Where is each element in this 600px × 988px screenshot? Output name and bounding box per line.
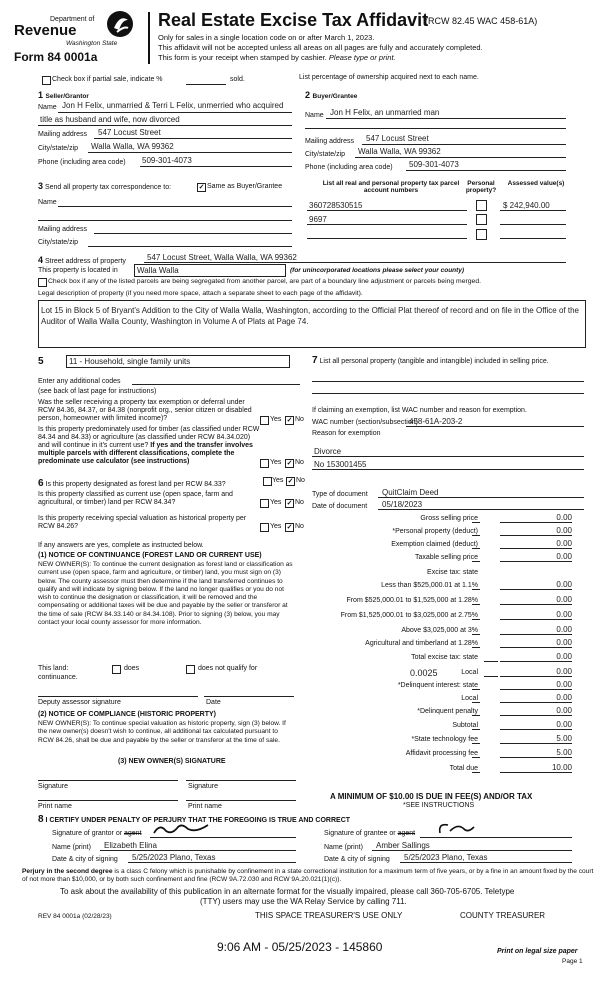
tax-row-label: Above $3,025,000 at 3% bbox=[401, 627, 478, 634]
q-timber: Is this property predominately used for timber (as classified under RCW 84.34 and 84.33) or agriculture (as classified under RCW 84.34.020) and will continue in it's current use? If yes and the transfer involves multiple parcels with different classifications, complete the predominate use calculator (see instructions) bbox=[38, 426, 260, 465]
tax-row-value[interactable]: 0.00 bbox=[556, 667, 572, 676]
partial-sale-checkbox[interactable] bbox=[42, 76, 51, 85]
compliance-heading: (2) NOTICE OF COMPLIANCE (HISTORIC PROPERTY) bbox=[38, 711, 216, 718]
owner-sig-label-2: Signature bbox=[188, 783, 218, 790]
tax-row-label: Local bbox=[461, 669, 478, 676]
seller-section: 1 Seller/Grantor bbox=[38, 90, 89, 100]
state-name: Washington State bbox=[66, 40, 118, 47]
deputy-date-label: Date bbox=[206, 699, 221, 706]
reason-line1[interactable]: Divorce bbox=[314, 447, 342, 456]
grantor-name-label: Name (print) bbox=[52, 844, 91, 851]
revision: REV 84 0001a (02/28/23) bbox=[38, 913, 112, 920]
tax-row-value[interactable]: 0.00 bbox=[556, 595, 572, 604]
parcel-2[interactable]: 9697 bbox=[309, 215, 327, 224]
exempt-label: If claiming an exemption, list WAC number and reason for exemption. bbox=[312, 407, 527, 414]
deputy-sig-label: Deputy assessor signature bbox=[38, 699, 121, 706]
grantor-date[interactable]: 5/25/2023 Plano, Texas bbox=[132, 853, 216, 862]
tax-row-label: Affidavit processing fee bbox=[405, 750, 478, 757]
buyer-mailing-label: Mailing address bbox=[305, 138, 355, 145]
parcel-col-header: List all real and personal property tax parcel account numbers bbox=[322, 180, 460, 194]
buyer-name[interactable]: Jon H Felix, an unmarried man bbox=[330, 108, 440, 117]
tax-row-value[interactable]: 0.00 bbox=[556, 706, 572, 715]
tax-row-label: From $1,525,000.01 to $3,025,000 at 2.75% bbox=[340, 612, 478, 619]
legal-label: Legal description of property (if you need more space, attach a separate sheet to each page of the affidavit). bbox=[38, 290, 363, 297]
q6-1-yes-checkbox[interactable] bbox=[263, 477, 272, 486]
q-historic: Is this property receiving special valuation as historical property per RCW 84.26? bbox=[38, 515, 247, 530]
seller-name-line2[interactable]: title as husband and wife, now divorced bbox=[40, 115, 180, 124]
tax-row-value[interactable]: 0.00 bbox=[556, 680, 572, 689]
land-does-checkbox[interactable] bbox=[112, 665, 121, 674]
located-label: This property is located in bbox=[38, 267, 118, 274]
q-exemption: Was the seller receiving a property tax exemption or deferral under RCW 84.36, 84.37, or 84.38 (nonprofit org., senior citizen or disabled person, homeowner with limited income)? bbox=[38, 399, 252, 422]
tax-row-value[interactable]: 0.00 bbox=[556, 580, 572, 589]
land-does-label: does bbox=[124, 665, 140, 672]
buyer-name-label: Name bbox=[305, 112, 324, 119]
tax-row-label: Agricultural and timberland at 1.28% bbox=[365, 640, 478, 647]
doc-date[interactable]: 05/18/2023 bbox=[382, 500, 423, 509]
personal-checkbox-3[interactable] bbox=[476, 229, 487, 240]
q2-yes-checkbox[interactable] bbox=[260, 459, 269, 468]
q6-1-no-checkbox[interactable]: ✓ bbox=[287, 478, 294, 485]
q1-no-checkbox[interactable]: ✓ bbox=[286, 417, 293, 424]
grantor-date-label: Date & city of signing bbox=[52, 856, 118, 863]
county-treasurer: COUNTY TREASURER bbox=[460, 911, 546, 920]
q-current-use: Is this property classified as current use (open space, farm and agricultural, or timber) land per RCW 84.34? bbox=[38, 491, 233, 506]
dept-name: Revenue bbox=[14, 22, 77, 39]
q6-1-no-label: No bbox=[296, 477, 305, 484]
s3-name-label: Name bbox=[38, 199, 57, 206]
segregated-label: Check box if any of the listed parcels are being segregated from another parcel, are part of a boundary line adjustment or parcels being merged. bbox=[48, 278, 481, 285]
tax-row-label: *Delinquent penalty bbox=[417, 708, 478, 715]
same-as-buyer-label: Same as Buyer/Grantee bbox=[207, 183, 283, 190]
legal-description: Lot 15 in Block 5 of Bryant's Addition to the City of Walla Walla, Washington, according to the Official Plat thereof of record and on file in the Office of the Auditor of Walla Walla County, Washington in Volume A of Plats at Page 74. bbox=[41, 306, 579, 326]
seller-city[interactable]: Walla Walla, WA 99362 bbox=[91, 142, 174, 151]
section5-num: 5 bbox=[38, 356, 44, 367]
tax-row-label: Less than $525,000.01 at 1.1% bbox=[381, 582, 478, 589]
same-as-buyer-checkbox[interactable]: ✓ bbox=[198, 184, 205, 191]
owner-sig-label-1: Signature bbox=[38, 783, 68, 790]
section3-label: 3 Send all property tax correspondence to: bbox=[38, 181, 172, 191]
this-land-label: This land: bbox=[38, 665, 69, 672]
seller-mailing[interactable]: 547 Locust Street bbox=[98, 128, 161, 137]
form-title: Real Estate Excise Tax Affidavit bbox=[158, 10, 429, 30]
form-rcw: (RCW 82.45 WAC 458-61A) bbox=[425, 16, 538, 26]
seller-city-label: City/state/zip bbox=[38, 145, 79, 152]
continuance-word: continuance. bbox=[38, 674, 78, 681]
located-note: (for unincorporated locations please select your county) bbox=[290, 267, 465, 274]
tax-row-label: Gross selling price bbox=[420, 515, 478, 522]
certify-heading: 8 I CERTIFY UNDER PENALTY OF PERJURY THAT THE FOREGOING IS TRUE AND CORRECT bbox=[38, 814, 351, 825]
q2-no-checkbox[interactable]: ✓ bbox=[286, 460, 293, 467]
street-address[interactable]: 547 Locust Street, Walla Walla, WA 99362 bbox=[147, 253, 297, 262]
dor-logo-icon bbox=[106, 10, 134, 38]
q6-3-no-checkbox[interactable]: ✓ bbox=[286, 524, 293, 531]
tax-row-value[interactable]: 0.00 bbox=[556, 625, 572, 634]
header-line3: This form is your receipt when stamped by cashier. Please type or print. bbox=[158, 53, 396, 62]
tax-row-value[interactable]: 0.00 bbox=[556, 526, 572, 535]
q6-1-yes-label: Yes bbox=[272, 477, 284, 484]
owner-print-label-1: Print name bbox=[38, 803, 72, 810]
tax-row-value[interactable]: 0.00 bbox=[556, 552, 572, 561]
treasurer-only: THIS SPACE TREASURER'S USE ONLY bbox=[255, 911, 403, 920]
tax-row-label: Total excise tax: state bbox=[411, 654, 478, 661]
buyer-section: 2 Buyer/Grantee bbox=[305, 90, 358, 100]
seller-name-label: Name bbox=[38, 104, 57, 111]
ownership-note: List percentage of ownership acquired next to each name. bbox=[299, 74, 479, 81]
assessed-1[interactable]: $ 242,940.00 bbox=[503, 201, 550, 210]
personal-col-header: Personal property? bbox=[465, 180, 497, 194]
legal-size-note: Print on legal size paper bbox=[497, 948, 578, 955]
tax-row-label: Subtotal bbox=[452, 722, 478, 729]
tax-row-label: From $525,000.01 to $1,525,000 at 1.28% bbox=[346, 597, 478, 604]
tax-row-value[interactable]: 0.00 bbox=[556, 513, 572, 522]
perjury-statement: Perjury in the second degree is a class C felony which is punishable by confinement in a state correctional institution for a maximum term of five years, or by a fine in an amount fixed by the court of not more than $10,000, or by both such confinement and fine (RCW 9A.72.030 and RCW 9A.20.021(1)(c)). bbox=[22, 868, 594, 883]
local-tax-rate: 0.0025 bbox=[410, 668, 438, 678]
q-forest: 6 Is this property designated as forest land per RCW 84.33? bbox=[38, 478, 226, 489]
grantee-sig-label: Signature of grantee or agent bbox=[324, 830, 416, 837]
seller-phone-label: Phone (including area code) bbox=[38, 159, 126, 166]
s3-mailing-label: Mailing address bbox=[38, 226, 88, 233]
partial-sale-label: Check box if partial sale, indicate % bbox=[52, 76, 163, 83]
q6-2-no-label: No bbox=[295, 499, 304, 506]
tax-row-value[interactable]: 0.00 bbox=[556, 693, 572, 702]
q6-3-no-label: No bbox=[295, 523, 304, 530]
q6-3-yes-checkbox[interactable] bbox=[260, 523, 269, 532]
seller-mailing-label: Mailing address bbox=[38, 131, 88, 138]
grantee-name[interactable]: Amber Sallings bbox=[376, 841, 430, 850]
form-number: Form 84 0001a bbox=[14, 50, 98, 64]
q2-no-label: No bbox=[295, 459, 304, 466]
tax-row-label: Local bbox=[461, 695, 478, 702]
buyer-city[interactable]: Walla Walla, WA 99362 bbox=[358, 147, 441, 156]
located-select[interactable]: Walla Walla bbox=[134, 264, 286, 277]
dept-line: Department of bbox=[50, 16, 95, 23]
s6-instruction: If any answers are yes, complete as instructed below. bbox=[38, 542, 204, 549]
grantee-date-label: Date & city of signing bbox=[324, 856, 390, 863]
q6-2-yes-checkbox[interactable] bbox=[260, 499, 269, 508]
buyer-phone[interactable]: 509-301-4073 bbox=[409, 160, 459, 169]
buyer-phone-label: Phone (including area code) bbox=[305, 164, 393, 171]
grantor-sig-label: Signature of grantor or agent bbox=[52, 830, 142, 837]
new-owner-sig-heading: (3) NEW OWNER(S) SIGNATURE bbox=[118, 758, 226, 765]
use-code-select[interactable]: 11 - Household, single family units bbox=[66, 355, 290, 368]
q6-2-no-checkbox[interactable]: ✓ bbox=[286, 500, 293, 507]
tax-row-value[interactable]: 0.00 bbox=[556, 610, 572, 619]
tax-row-value[interactable]: 5.00 bbox=[556, 734, 572, 743]
minimum-due-note: A MINIMUM OF $10.00 IS DUE IN FEE(S) AND/OR TAX bbox=[330, 792, 533, 801]
tax-row-label: *Personal property (deduct) bbox=[392, 528, 478, 535]
tax-row-value[interactable]: 0.00 bbox=[556, 720, 572, 729]
see-instructions: *SEE INSTRUCTIONS bbox=[403, 802, 475, 809]
q6-2-yes-label: Yes bbox=[270, 499, 282, 506]
land-does-not-label: does not qualify for bbox=[198, 665, 258, 672]
grantee-name-label: Name (print) bbox=[324, 844, 363, 851]
tax-row-label: Total due bbox=[449, 765, 478, 772]
compliance-text: NEW OWNER(S): To continue special valuation as historic property, sign (3) below. If the new owner(s) doesn't wish to continue, all additional tax calculated pursuant to RCW 84.26, shall be due and payable by the seller or transferor at the time of sale. bbox=[38, 720, 286, 744]
continuance-heading: (1) NOTICE OF CONTINUANCE (FOREST LAND OR CURRENT USE) bbox=[38, 552, 262, 559]
tax-row-value[interactable]: 0.00 bbox=[556, 638, 572, 647]
q1-yes-checkbox[interactable] bbox=[260, 416, 269, 425]
grantee-date[interactable]: 5/25/2023 Plano, Texas bbox=[404, 853, 488, 862]
q1-yes-label: Yes bbox=[270, 416, 282, 423]
buyer-city-label: City/state/zip bbox=[305, 151, 346, 158]
additional-codes-label: Enter any additional codes bbox=[38, 378, 121, 385]
partial-sale-sold: sold. bbox=[230, 76, 245, 83]
tax-row-label: Exemption claimed (deduct) bbox=[391, 541, 478, 548]
q2-yes-label: Yes bbox=[270, 459, 282, 466]
segregated-checkbox[interactable] bbox=[38, 278, 47, 287]
wac-number[interactable]: 458-61A-203-2 bbox=[409, 417, 463, 426]
accessibility-line1: To ask about the availability of this publication in an alternate format for the visually impaired, please call 360-705-6705. Teletype bbox=[60, 887, 515, 896]
cashier-stamp: 9:06 AM - 05/25/2023 - 145860 bbox=[217, 940, 383, 954]
seller-name-line1[interactable]: Jon H Felix, unmarried & Terri L Felix, unmerried who acquired bbox=[62, 101, 284, 110]
street-label: 4 Street address of property bbox=[38, 255, 126, 265]
tax-row-value[interactable]: 0.00 bbox=[556, 652, 572, 661]
doc-date-label: Date of document bbox=[312, 503, 368, 510]
header-line2: This affidavit will not be accepted unless all areas on all pages are fully and accurately completed. bbox=[158, 43, 483, 52]
buyer-mailing[interactable]: 547 Locust Street bbox=[366, 134, 429, 143]
doc-type[interactable]: QuitClaim Deed bbox=[382, 488, 439, 497]
continuance-text: NEW OWNER(S): To continue the current designation as forest land or classification as current use (open space, farm and agriculture, or timber) land, you must sign on (3) below. The county assessor must then determine if the land transferred continues to qualify and will indicate by signing below. If the land no longer qualifies or you do not wish to continue the designation or classification, it will be removed and the compensating or additional taxes will be due and payable by the seller or transferor at the time of sale (RCW 84.33.140 or 84.34.108). Prior to signing (3) below, you may contact your local county assessor for more information. bbox=[38, 561, 293, 627]
section7-label: 7 List all personal property (tangible and intangible) included in selling price. bbox=[312, 355, 549, 366]
seller-phone[interactable]: 509-301-4073 bbox=[142, 156, 192, 165]
tax-row-label: *State technology fee bbox=[411, 736, 478, 743]
assessed-col-header: Assessed value(s) bbox=[507, 180, 565, 187]
personal-checkbox-2[interactable] bbox=[476, 214, 487, 225]
parcel-1[interactable]: 360728530515 bbox=[309, 201, 363, 210]
tax-row-label: Taxable selling price bbox=[414, 554, 478, 561]
legal-description-box[interactable] bbox=[38, 300, 586, 348]
tax-row-value[interactable]: 5.00 bbox=[556, 748, 572, 757]
header-line1: Only for sales in a single location code on or after March 1, 2023. bbox=[158, 33, 375, 42]
wac-label: WAC number (section/subsection) bbox=[312, 419, 418, 426]
reason-label: Reason for exemption bbox=[312, 430, 381, 437]
accessibility-line2: (TTY) users may use the WA Relay Service by calling 711. bbox=[200, 897, 407, 906]
q1-no-label: No bbox=[295, 416, 304, 423]
additional-codes-note: (see back of last page for instructions) bbox=[38, 388, 157, 395]
owner-print-label-2: Print name bbox=[188, 803, 222, 810]
doc-type-label: Type of document bbox=[312, 491, 368, 498]
grantor-name[interactable]: Elizabeth Elina bbox=[104, 841, 157, 850]
land-does-not-checkbox[interactable] bbox=[186, 665, 195, 674]
s3-city-label: City/state/zip bbox=[38, 239, 79, 246]
tax-row-label: *Delinquent interest: state bbox=[397, 682, 478, 689]
tax-row-value[interactable]: 10.00 bbox=[551, 763, 572, 772]
tax-row-value[interactable]: 0.00 bbox=[556, 539, 572, 548]
page-number: Page 1 bbox=[562, 958, 583, 965]
personal-checkbox-1[interactable] bbox=[476, 200, 487, 211]
reason-line2[interactable]: No 153001455 bbox=[314, 460, 367, 469]
tax-row-label: Excise tax: state bbox=[427, 569, 478, 576]
q6-3-yes-label: Yes bbox=[270, 523, 282, 530]
